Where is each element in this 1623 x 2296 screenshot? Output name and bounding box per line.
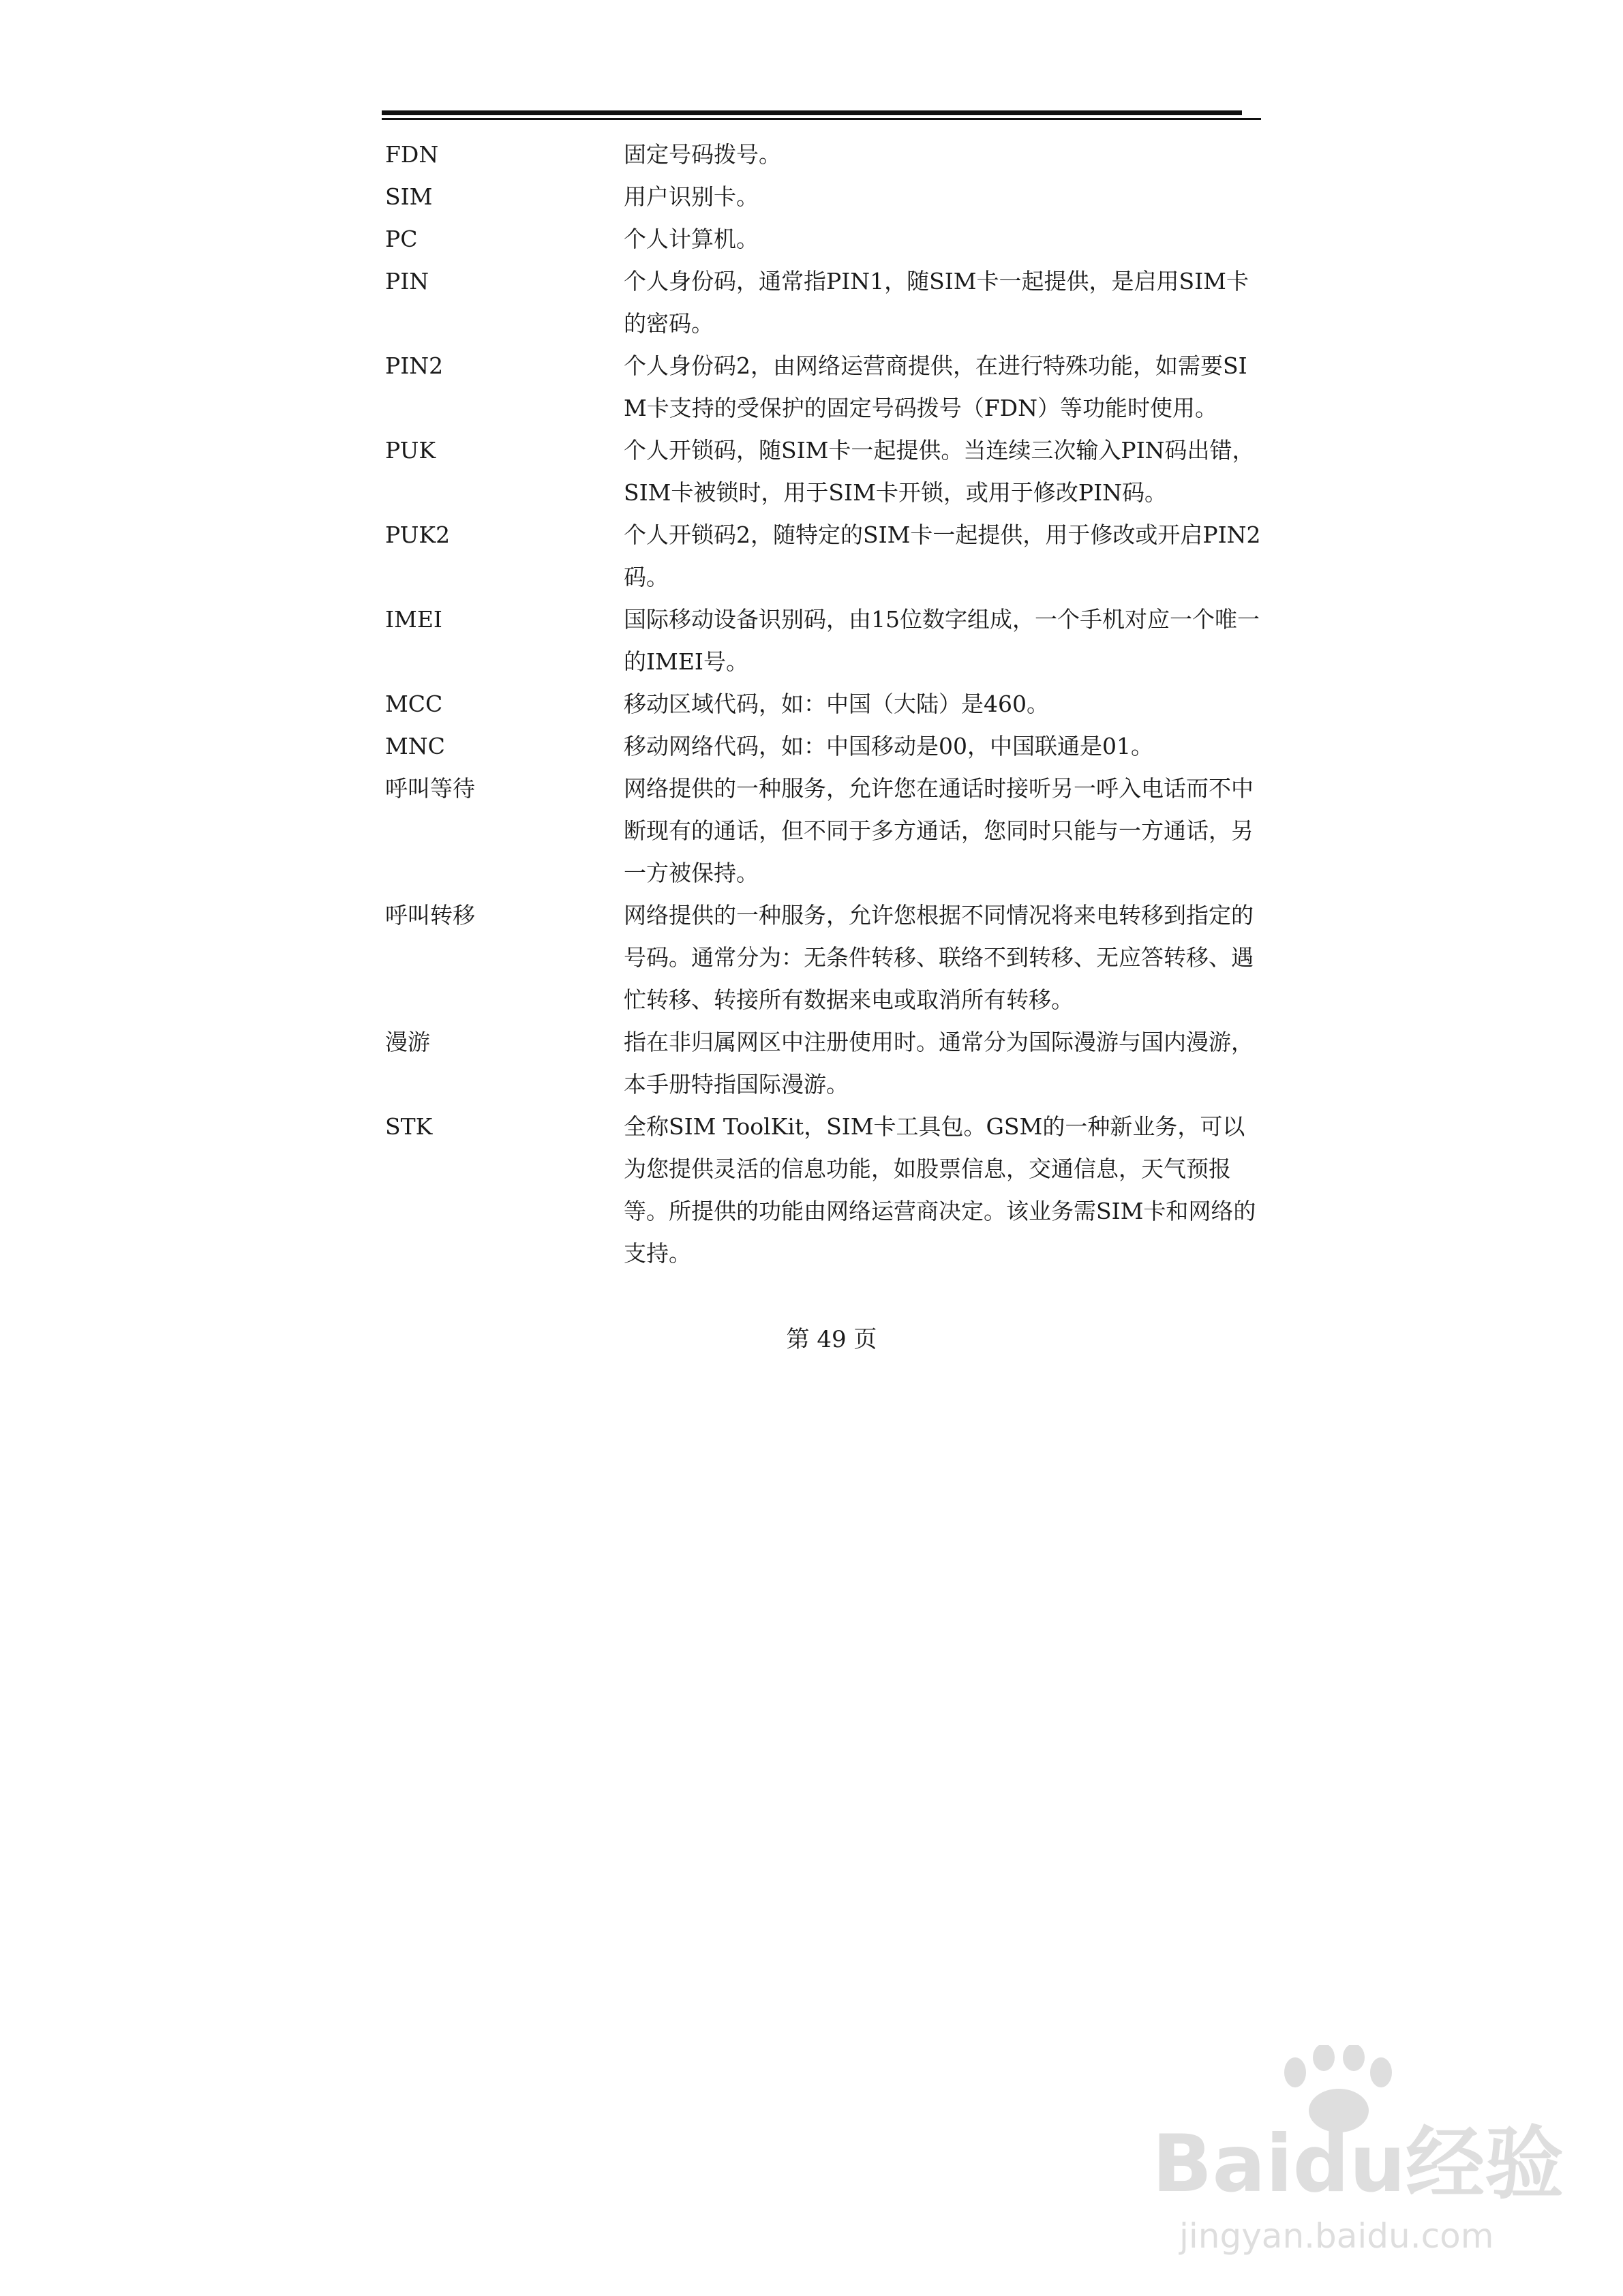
glossary-term: IMEI <box>385 606 442 633</box>
watermark-logo-text: Baidu经验 <box>1152 2118 1564 2210</box>
glossary-definition: 国际移动设备识别码，由15位数字组成，一个手机对应一个唯一的IMEI号。 <box>624 606 1260 675</box>
glossary-term: PC <box>385 226 418 252</box>
page-number: 第 49 页 <box>786 1326 877 1353</box>
glossary-entry-sim <box>385 176 1261 218</box>
glossary-term: SIM <box>385 183 433 210</box>
glossary-definition: 用户识别卡。 <box>624 183 759 210</box>
header-rule-thin <box>382 118 1261 120</box>
glossary-term: 漫游 <box>385 1029 430 1055</box>
glossary-term: MNC <box>385 733 445 759</box>
glossary-definition: 个人开锁码，随SIM卡一起提供。当连续三次输入PIN码出错，SIM卡被锁时，用于SIM卡开锁，或用于修改PIN码。 <box>624 437 1255 506</box>
glossary-entry-mnc <box>385 725 1261 768</box>
glossary-term: PIN <box>385 268 429 294</box>
glossary-definition: 固定号码拨号。 <box>624 141 781 168</box>
glossary-term: PIN2 <box>385 352 444 379</box>
header-rule-thick <box>382 110 1242 115</box>
glossary-term: 呼叫转移 <box>385 902 475 928</box>
baidu-jingyan-watermark <box>1152 2045 1588 2270</box>
glossary-entry-call-forwarding <box>385 894 1261 1021</box>
glossary-definition: 全称SIM ToolKit，SIM卡工具包。GSM的一种新业务，可以为您提供灵活的信息功能，如股票信息，交通信息，天气预报等。所提供的功能由网络运营商决定。该业务需SIM卡和网络的支持。 <box>624 1113 1256 1267</box>
glossary-entry-pc <box>385 218 1261 260</box>
glossary-entry-pin2 <box>385 345 1261 429</box>
glossary-definition: 网络提供的一种服务，允许您在通话时接听另一呼入电话而不中断现有的通话，但不同于多方通话，您同时只能与一方通话，另一方被保持。 <box>624 775 1254 886</box>
glossary-entry-pin <box>385 260 1261 345</box>
glossary-term: PUK2 <box>385 522 451 548</box>
glossary-term: 呼叫等待 <box>385 775 475 802</box>
glossary-entry-puk <box>385 429 1261 514</box>
watermark-url: jingyan.baidu.com <box>1179 2216 1494 2256</box>
glossary-definition: 网络提供的一种服务，允许您根据不同情况将来电转移到指定的号码。通常分为：无条件转移、联络不到转移、无应答转移、遇忙转移、转接所有数据来电或取消所有转移。 <box>624 902 1254 1013</box>
glossary-entry-call-waiting <box>385 768 1261 894</box>
glossary-term: STK <box>385 1113 433 1140</box>
glossary-definition: 指在非归属网区中注册使用时。通常分为国际漫游与国内漫游，本手册特指国际漫游。 <box>624 1029 1254 1098</box>
glossary-term: MCC <box>385 691 443 717</box>
glossary-entry-puk2 <box>385 514 1261 599</box>
glossary-entry-roaming <box>385 1021 1261 1106</box>
glossary-entry-fdn <box>385 134 1261 176</box>
glossary-definition: 个人计算机。 <box>624 226 759 252</box>
glossary-definition: 移动网络代码，如：中国移动是00，中国联通是01。 <box>624 733 1153 759</box>
glossary-entry-mcc <box>385 683 1261 725</box>
glossary-entry-imei <box>385 599 1261 683</box>
glossary-term: PUK <box>385 437 436 464</box>
glossary-entry-stk <box>385 1106 1261 1275</box>
glossary-definition: 个人身份码，通常指PIN1，随SIM卡一起提供，是启用SIM卡的密码。 <box>624 268 1249 337</box>
glossary-term: FDN <box>385 141 439 168</box>
glossary-definition: 移动区域代码，如：中国（大陆）是460。 <box>624 691 1049 717</box>
glossary-list <box>385 134 1261 1275</box>
glossary-definition: 个人身份码2，由网络运营商提供，在进行特殊功能，如需要SIM卡支持的受保护的固定号码拨号（FDN）等功能时使用。 <box>624 352 1247 421</box>
glossary-definition: 个人开锁码2，随特定的SIM卡一起提供，用于修改或开启PIN2码。 <box>624 522 1261 590</box>
